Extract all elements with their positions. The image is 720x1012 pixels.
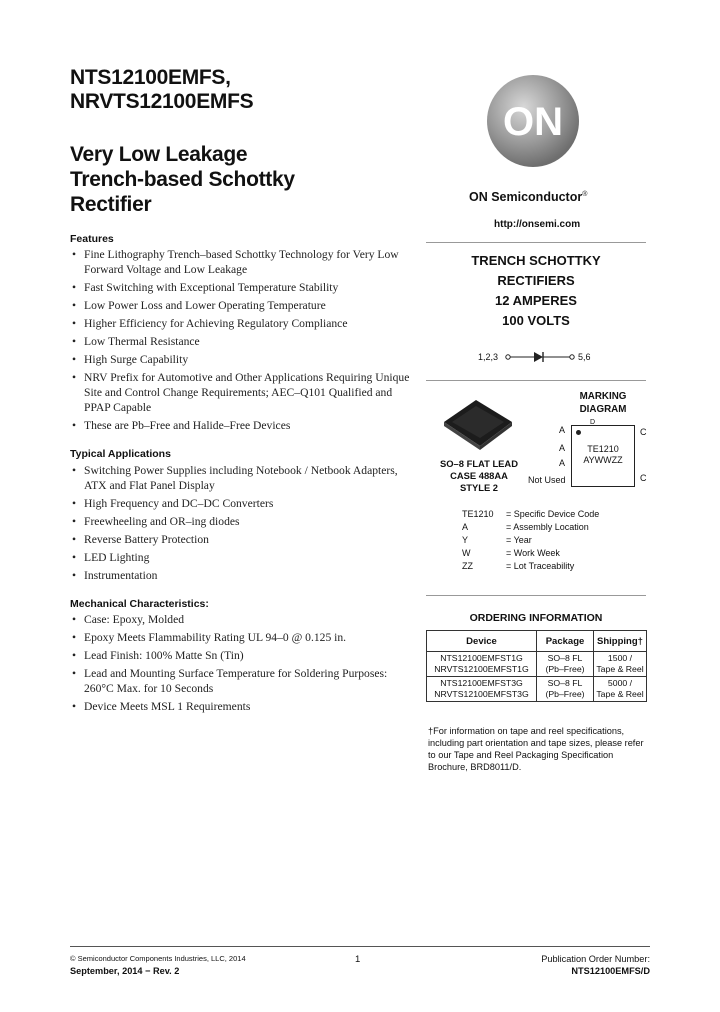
list-item: • Low Thermal Resistance <box>70 334 415 349</box>
package-note: (Pb–Free) <box>545 689 585 699</box>
publication-number: NTS12100EMFS/D <box>571 966 650 976</box>
legend-desc: = Specific Device Code <box>506 509 600 519</box>
part-number-line1: NTS12100EMFS, <box>70 66 231 89</box>
list-item: • Fine Lithography Trench–based Schottky Technology for Very Low Forward Voltage and Low Leakage <box>70 247 415 277</box>
legend-desc: = Year <box>506 535 532 545</box>
legend-row <box>462 521 599 534</box>
page-number: 1 <box>355 954 361 965</box>
legend-symbol: W <box>462 548 471 558</box>
ordering-heading: ORDERING INFORMATION <box>469 612 603 624</box>
list-item: • Fast Switching with Exceptional Temperature Stability <box>70 280 415 295</box>
mechanical-heading: Mechanical Characteristics: <box>70 598 209 610</box>
marking-title <box>572 390 634 416</box>
pin1-dot <box>576 430 581 435</box>
title-line1: Very Low Leakage <box>70 143 248 166</box>
pin-label-a1: A <box>559 425 566 435</box>
package-cell <box>537 652 594 677</box>
col-package: Package <box>537 631 594 652</box>
col-shipping: Shipping† <box>594 631 647 652</box>
table-header-row <box>427 631 647 652</box>
package-name: SO–8 FL <box>547 653 583 663</box>
shipping-type: Tape & Reel <box>596 689 644 699</box>
legend-row <box>462 547 599 560</box>
list-item: • High Frequency and DC–DC Converters <box>70 496 415 511</box>
marking-diagram <box>571 425 635 487</box>
features-list <box>70 247 415 436</box>
part-number-line2: NRVTS12100EMFS <box>70 90 254 113</box>
marking-code-line1: TE1210 <box>587 444 619 454</box>
rating-line1: TRENCH SCHOTTKY <box>471 253 601 268</box>
table-row <box>427 677 647 702</box>
on-logo <box>486 74 580 168</box>
marking-code <box>572 444 634 466</box>
marking-title-line2: DIAGRAM <box>579 404 627 415</box>
company-name <box>469 190 587 204</box>
legend-symbol: A <box>462 522 469 532</box>
title-line3: Rectifier <box>70 193 152 216</box>
pin-label-c2: C <box>640 473 647 483</box>
legend-symbol: TE1210 <box>462 509 494 519</box>
list-item: • These are Pb–Free and Halide–Free Devices <box>70 418 415 433</box>
package-line3: STYLE 2 <box>459 482 499 493</box>
footer-rule <box>70 946 650 947</box>
device-name: NTS12100EMFST1G <box>440 653 523 663</box>
divider <box>426 380 646 381</box>
mechanical-list <box>70 612 415 717</box>
pin-label-a2: A <box>559 443 566 453</box>
pin-label-d: D <box>590 419 596 424</box>
package-name: SO–8 FL <box>547 678 583 688</box>
legend-symbol: ZZ <box>462 561 473 571</box>
device-name: NRVTS12100EMFST1G <box>434 664 529 674</box>
legend-symbol: Y <box>462 535 469 545</box>
copyright: © Semiconductor Components Industries, LLC, 2014 <box>70 954 246 963</box>
pin-label-a3: A <box>559 458 566 468</box>
device-cell <box>427 652 537 677</box>
list-item: • Lead Finish: 100% Matte Sn (Tin) <box>70 648 415 663</box>
legend-desc: = Assembly Location <box>506 522 589 532</box>
logo-text: ON <box>503 100 563 144</box>
shipping-cell <box>594 652 647 677</box>
registered-mark: ® <box>582 190 588 198</box>
package-line2: CASE 488AA <box>450 470 508 481</box>
divider <box>426 242 646 243</box>
title-line2: Trench-based Schottky <box>70 168 295 191</box>
applications-heading: Typical Applications <box>70 448 171 460</box>
list-item: • Switching Power Supplies including Notebook / Netbook Adapters, ATX and Flat Panel Display <box>70 463 415 493</box>
website-url[interactable]: http://onsemi.com <box>494 219 581 230</box>
marking-title-line1: MARKING <box>579 391 627 402</box>
marking-legend <box>462 508 599 573</box>
marking-code-line2: AYWWZZ <box>583 455 623 465</box>
list-item: • Freewheeling and OR–ing diodes <box>70 514 415 529</box>
revision-date: September, 2014 − Rev. 2 <box>70 966 180 976</box>
package-note: (Pb–Free) <box>545 664 585 674</box>
device-cell <box>427 677 537 702</box>
list-item: • NRV Prefix for Automotive and Other Applications Requiring Unique Site and Control Change Requirements; AEC–Q101 Qualified and PPAP Capable <box>70 370 415 415</box>
company-text: ON Semiconductor <box>469 190 583 204</box>
legend-desc: = Lot Traceability <box>506 561 575 571</box>
legend-row <box>462 560 599 573</box>
table-row <box>427 652 647 677</box>
list-item: • Epoxy Meets Flammability Rating UL 94–0 @ 0.125 in. <box>70 630 415 645</box>
list-item: • Lead and Mounting Surface Temperature for Soldering Purposes: 260°C Max. for 10 Seconds <box>70 666 415 696</box>
device-name: NRVTS12100EMFST3G <box>434 689 529 699</box>
publication-label: Publication Order Number: <box>541 954 650 964</box>
list-item: • Device Meets MSL 1 Requirements <box>70 699 415 714</box>
pin-label-not-used: Not Used <box>528 475 566 485</box>
shipping-qty: 1500 / <box>607 653 633 663</box>
diode-symbol-icon <box>504 350 576 364</box>
package-line1: SO–8 FLAT LEAD <box>440 458 518 469</box>
applications-list <box>70 463 415 586</box>
cathode-pins: 5,6 <box>578 352 591 362</box>
list-item: • Instrumentation <box>70 568 415 583</box>
rating-line2: RECTIFIERS <box>497 273 575 288</box>
ordering-table <box>426 630 647 702</box>
list-item: • Reverse Battery Protection <box>70 532 415 547</box>
shipping-qty: 5000 / <box>607 678 633 688</box>
ordering-footnote: †For information on tape and reel specifications, including part orientation and tape sizes, please refer to our Tape and Reel Packaging Specification Brochure, BRD8011/D. <box>428 726 644 772</box>
shipping-cell <box>594 677 647 702</box>
package-cell <box>537 677 594 702</box>
list-item: • Low Power Loss and Lower Operating Temperature <box>70 298 415 313</box>
rating-line3: 12 AMPERES <box>495 293 577 308</box>
legend-row <box>462 508 599 521</box>
list-item: • LED Lighting <box>70 550 415 565</box>
list-item: • Case: Epoxy, Molded <box>70 612 415 627</box>
list-item: • Higher Efficiency for Achieving Regulatory Compliance <box>70 316 415 331</box>
anode-pins: 1,2,3 <box>478 352 499 362</box>
on-logo-icon <box>486 74 580 168</box>
ratings-block <box>426 251 646 331</box>
features-heading: Features <box>70 233 114 245</box>
legend-desc: = Work Week <box>506 548 560 558</box>
legend-row <box>462 534 599 547</box>
device-name: NTS12100EMFST3G <box>440 678 523 688</box>
package-image-icon <box>440 396 516 452</box>
pin-label-c1: C <box>640 427 647 437</box>
shipping-type: Tape & Reel <box>596 664 644 674</box>
rating-line4: 100 VOLTS <box>502 313 570 328</box>
col-device: Device <box>427 631 537 652</box>
list-item: • High Surge Capability <box>70 352 415 367</box>
package-label <box>437 458 521 494</box>
divider <box>426 595 646 596</box>
